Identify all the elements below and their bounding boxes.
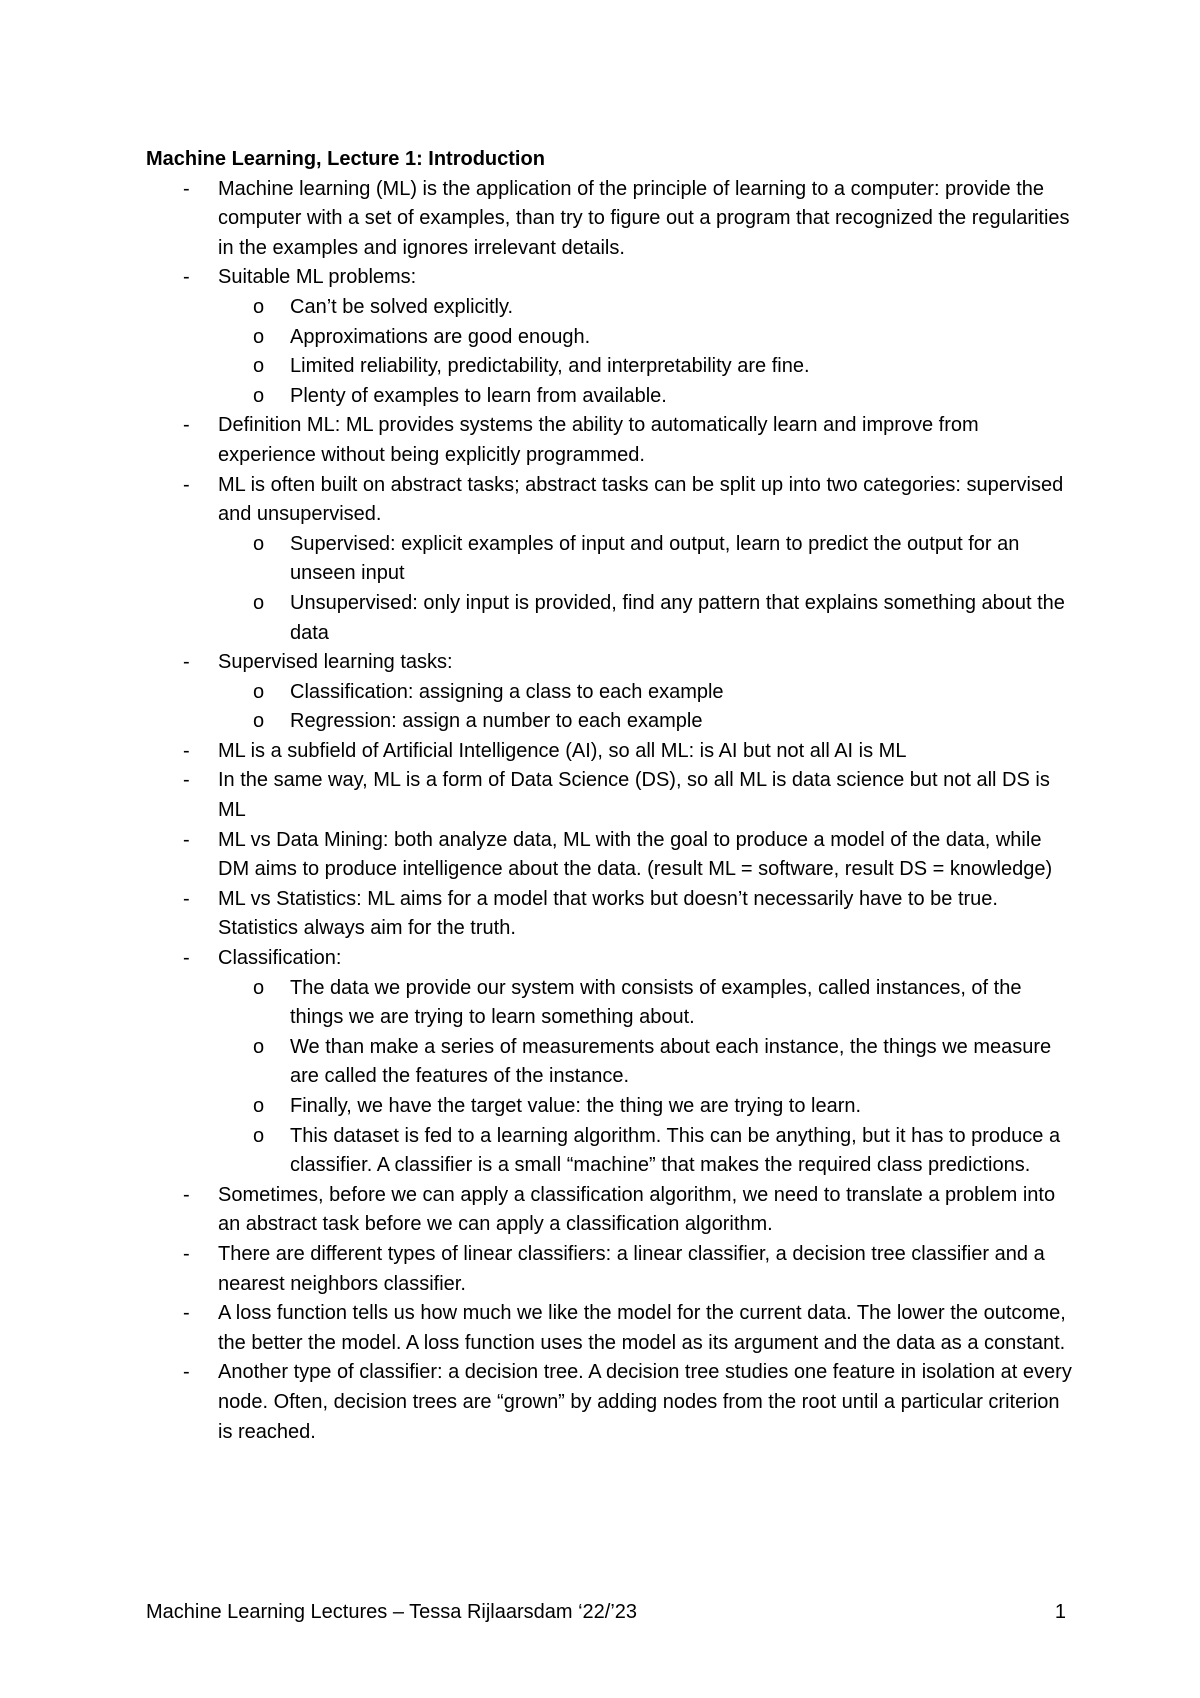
dash-marker: - [183,266,190,289]
list-item [146,648,1076,737]
dash-marker: - [183,828,190,851]
sub-list-item-text: Finally, we have the target value: the thing we are trying to learn. [290,1095,862,1117]
list-item [146,1240,1076,1299]
list-item [146,1358,1076,1447]
page-number: 1 [1054,1601,1066,1623]
sub-list-item-text: Can’t be solved explicitly. [290,295,514,318]
dash-marker: - [183,177,190,200]
list-item-text: Suitable ML problems: [218,266,417,289]
dash-marker: - [183,739,190,762]
list-item-text: Machine learning (ML) is the application of the principle of learning to a computer: provide the computer with a set of examples, than try to figure out a program that recognized the regularities in the examples and ignores irrelevant details. [218,177,1070,259]
circle-marker: o [253,295,265,318]
sub-list-item-text: Limited reliability, predictability, and interpretability are fine. [290,355,810,378]
page-title: Machine Learning, Lecture 1: Introduction [146,148,545,170]
list-item [146,263,1076,411]
circle-marker: o [253,1095,265,1117]
dash-marker: - [183,651,190,674]
sub-list-item-text: Supervised: explicit examples of input and output, learn to predict the output for an unseen input [290,532,1020,585]
dash-marker: - [183,1183,190,1206]
circle-marker: o [253,384,265,407]
sub-list-item [218,707,1076,737]
list-item-text: Supervised learning tasks: [218,651,453,674]
sub-list-item [218,678,1076,708]
sub-list-item [218,1122,1076,1181]
list-item [146,1299,1076,1358]
list-item [146,175,1076,264]
sub-list-item [218,1092,1076,1122]
sub-list-item-text: Unsupervised: only input is provided, find any pattern that explains something about the data [290,591,1065,644]
sub-list-item [218,293,1076,323]
sub-list-item-text: Regression: assign a number to each example [290,710,703,733]
list-item [146,826,1076,885]
sub-list-item-text: The data we provide our system with consists of examples, called instances, of the things we are trying to learn something about. [290,976,1022,1029]
list-item-text: ML vs Statistics: ML aims for a model that works but doesn’t necessarily have to be true. Statistics always aim for the truth. [218,887,998,940]
list-item-text: Classification: [218,947,342,970]
list-item-text: ML is often built on abstract tasks; abstract tasks can be split up into two categories: supervised and unsupervised. [218,473,1064,526]
dash-marker: - [183,1242,190,1265]
sub-list-item [218,323,1076,353]
list-item-text: ML is a subfield of Artificial Intelligence (AI), so all ML: is AI but not all AI is ML [218,739,907,762]
sub-list-item [218,589,1076,648]
sub-list-item-text: This dataset is fed to a learning algorithm. This can be anything, but it has to produce a classifier. A classifier is a small “machine” that makes the required class predictions. [290,1124,1061,1177]
list-item-text: ML vs Data Mining: both analyze data, ML with the goal to produce a model of the data, while DM aims to produce intelligence about the data. (result ML = software, result DS = knowledge) [218,828,1053,881]
sub-list [218,974,1076,1181]
dash-marker: - [183,1361,190,1384]
list-item [146,944,1076,1181]
circle-marker: o [253,1124,265,1147]
list-item [146,411,1076,470]
list-item-text: Sometimes, before we can apply a classification algorithm, we need to translate a problem into an abstract task before we can apply a classification algorithm. [218,1183,1056,1236]
dash-marker: - [183,947,190,970]
list-item-text: A loss function tells us how much we like the model for the current data. The lower the outcome, the better the model. A loss function uses the model as its argument and the data as a constant. [218,1302,1066,1354]
sub-list-item-text: We than make a series of measurements about each instance, the things we measure are called the features of the instance. [290,1035,1052,1088]
circle-marker: o [253,680,265,703]
bullet-list [146,175,1076,1448]
list-item-text: There are different types of linear classifiers: a linear classifier, a decision tree classifier and a nearest neighbors classifier. [218,1242,1045,1295]
dash-marker: - [183,473,190,496]
list-item [146,471,1076,649]
circle-marker: o [253,355,265,378]
circle-marker: o [253,591,265,614]
sub-list-item [218,530,1076,589]
circle-marker: o [253,710,265,733]
list-item-text: Another type of classifier: a decision tree. A decision tree studies one feature in isolation at every node. Often, decision trees are “grown” by adding nodes from the root until a particular criterion is reached. [218,1361,1072,1443]
sub-list [218,293,1076,411]
dash-marker: - [183,414,190,437]
sub-list [218,530,1076,648]
sub-list-item [218,352,1076,382]
list-item [146,766,1076,825]
circle-marker: o [253,1035,265,1058]
list-item [146,1181,1076,1240]
list-item [146,737,1076,767]
circle-marker: o [253,325,265,348]
circle-marker: o [253,532,265,555]
circle-marker: o [253,976,265,999]
sub-list-item-text: Approximations are good enough. [290,325,591,348]
sub-list-item-text: Plenty of examples to learn from available. [290,384,667,407]
footer-text: Machine Learning Lectures – Tessa Rijlaarsdam ‘22/’23 [146,1601,638,1623]
list-item-text: In the same way, ML is a form of Data Science (DS), so all ML is data science but not all DS is ML [218,769,1050,822]
list-item-text: Definition ML: ML provides systems the ability to automatically learn and improve from experience without being explicitly programmed. [218,414,979,466]
list-item [146,885,1076,944]
sub-list-item [218,1033,1076,1092]
sub-list-item-text: Classification: assigning a class to each example [290,680,724,703]
dash-marker: - [183,769,190,792]
sub-list-item [218,974,1076,1033]
page-content [146,145,1076,1447]
dash-marker: - [183,887,190,910]
sub-list [218,678,1076,737]
sub-list-item [218,382,1076,412]
dash-marker: - [183,1302,190,1325]
